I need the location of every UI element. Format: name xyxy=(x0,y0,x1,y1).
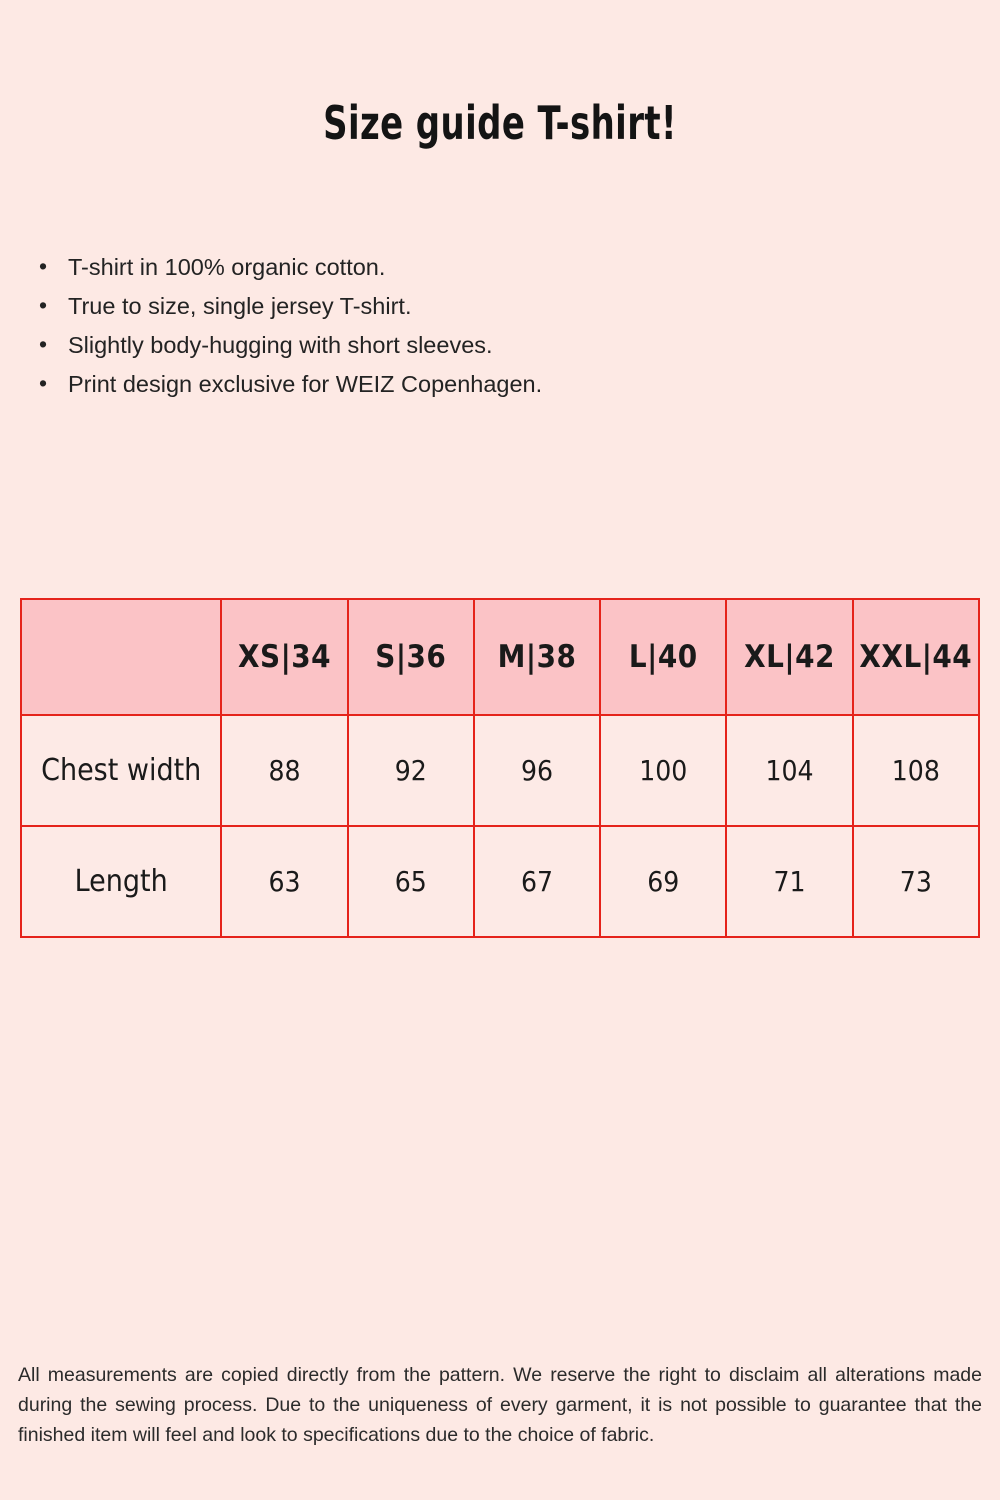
cell-length-xxl: 73 xyxy=(853,826,979,937)
disclaimer-text: All measurements are copied directly from the pattern. We reserve the right to disclaim all alterations made during the sewing process. Due to the uniqueness of every garment, it is not possible to guarantee that the finished item will feel and look to specifications due to the choice of fabric. xyxy=(18,1364,982,1446)
cell-chest-width-xxl: 108 xyxy=(853,715,979,826)
list-item: • True to size, single jersey T-shirt. xyxy=(68,287,968,326)
column-header-xxl: XXL|44 xyxy=(853,599,979,715)
cell-chest-width-xl: 104 xyxy=(726,715,852,826)
page-title: Size guide T-shirt! xyxy=(323,96,677,150)
cell-length-l: 69 xyxy=(600,826,726,937)
cell-length-s: 65 xyxy=(348,826,474,937)
list-item: • Slightly body-hugging with short sleeves. xyxy=(68,326,968,365)
product-description-list xyxy=(30,248,968,404)
column-header-xs: XS|34 xyxy=(221,599,347,715)
list-item: • Print design exclusive for WEIZ Copenhagen. xyxy=(68,365,968,404)
table-row xyxy=(21,715,979,826)
table-row xyxy=(21,826,979,937)
cell-chest-width-s: 92 xyxy=(348,715,474,826)
cell-length-m: 67 xyxy=(474,826,600,937)
cell-chest-width-m: 96 xyxy=(474,715,600,826)
column-header-m: M|38 xyxy=(474,599,600,715)
column-header-l: L|40 xyxy=(600,599,726,715)
row-label-chest-width: Chest width xyxy=(21,715,221,826)
cell-chest-width-xs: 88 xyxy=(221,715,347,826)
size-table-container xyxy=(20,598,980,938)
column-header-s: S|36 xyxy=(348,599,474,715)
column-header-xl: XL|42 xyxy=(726,599,852,715)
list-item: • T-shirt in 100% organic cotton. xyxy=(68,248,968,287)
table-corner-cell xyxy=(21,599,221,715)
table-header-row xyxy=(21,599,979,715)
size-table xyxy=(20,598,980,938)
size-table-body xyxy=(21,715,979,937)
cell-length-xl: 71 xyxy=(726,826,852,937)
cell-chest-width-l: 100 xyxy=(600,715,726,826)
cell-length-xs: 63 xyxy=(221,826,347,937)
size-table-header xyxy=(21,599,979,715)
row-label-length: Length xyxy=(21,826,221,937)
